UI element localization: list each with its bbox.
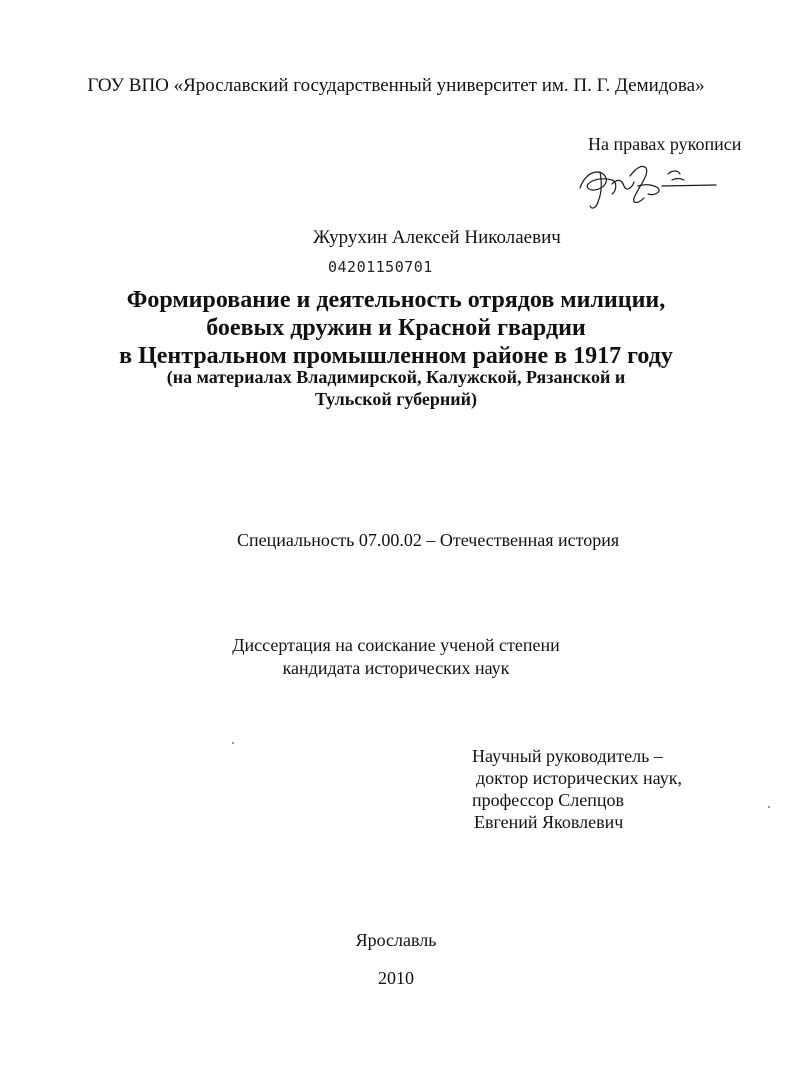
- supervisor-line: Научный руководитель –: [472, 746, 663, 766]
- specialty: Специальность 07.00.02 – Отечественная история: [237, 530, 620, 550]
- supervisor-line: профессор Слепцов: [472, 790, 624, 810]
- city: Ярославль: [355, 930, 437, 950]
- supervisor-line: Евгений Яковлевич: [474, 812, 624, 832]
- title-line: боевых дружин и Красной гвардии: [206, 315, 586, 341]
- author-name: Журухин Алексей Николаевич: [313, 227, 561, 248]
- supervisor-line: доктор исторических наук,: [476, 768, 682, 788]
- scan-speck: [232, 742, 234, 744]
- degree-line: Диссертация на соискание ученой степени: [232, 635, 560, 655]
- handwritten-signature: [572, 158, 722, 214]
- subtitle-line: Тульской губерний): [314, 389, 478, 409]
- subtitle-line: (на материалах Владимирской, Калужской, Рязанской и: [166, 367, 626, 387]
- title-line: в Центральном промышленном районе в 1917 году: [119, 343, 673, 369]
- rights-note: На правах рукописи: [588, 134, 742, 154]
- year: 2010: [378, 968, 414, 988]
- institution-header: ГОУ ВПО «Ярославский государственный университет им. П. Г. Демидова»: [87, 75, 705, 96]
- scan-speck: [768, 806, 770, 808]
- registration-code: 04201150701: [328, 258, 433, 276]
- title-line: Формирование и деятельность отрядов милиции,: [126, 287, 666, 313]
- degree-line: кандидата исторических наук: [282, 658, 510, 678]
